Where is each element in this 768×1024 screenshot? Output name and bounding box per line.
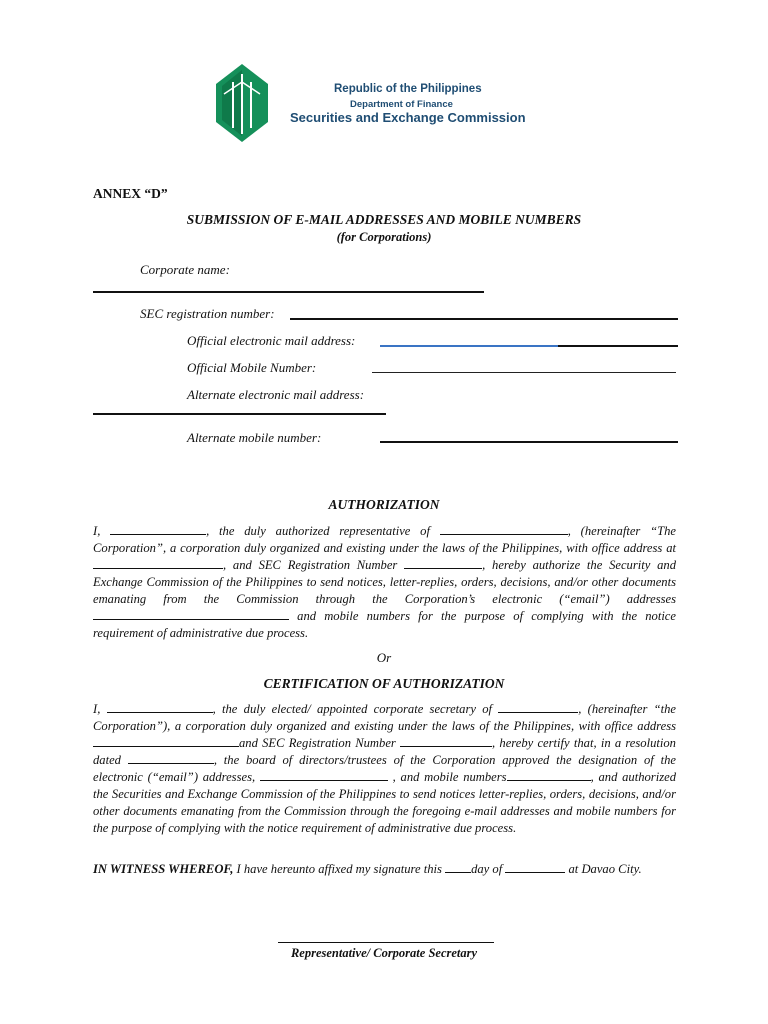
witness-paragraph: IN WITNESS WHEREOF, I have hereunto affixed my signature this day of at Davao City. bbox=[93, 862, 642, 876]
representative-name-blank[interactable] bbox=[110, 523, 206, 535]
agency-line-department: Department of Finance bbox=[350, 99, 453, 110]
official-email-label: Official electronic mail address: bbox=[187, 333, 356, 348]
form-subtitle: (for Corporations) bbox=[336, 230, 432, 244]
alternate-email-label: Alternate electronic mail address: bbox=[187, 387, 365, 402]
secretary-name-blank[interactable] bbox=[107, 701, 213, 713]
agency-line-republic: Republic of the Philippines bbox=[334, 83, 482, 95]
annex-label: ANNEX “D” bbox=[93, 186, 168, 201]
corporate-name-field[interactable] bbox=[93, 291, 484, 293]
office-address-blank-2[interactable] bbox=[93, 735, 239, 747]
or-separator: Or bbox=[376, 650, 392, 665]
mobile-numbers-blank[interactable] bbox=[507, 769, 591, 781]
form-title: SUBMISSION OF E-MAIL ADDRESSES AND MOBILE NUMBERS bbox=[186, 212, 582, 227]
certification-paragraph: I, , the duly elected/ appointed corporate secretary of , (hereinafter “the Corporation”), a corporation duly organized and existing under the laws of the Philippines, with office addressand SEC Registration Number , hereby certify that, in a resolution dated , the board of directors/trustees of the Corporation approved the designation of the electronic (“email”) addresses, , and mobile numbers , and authorized the Securities and Exchange Commission of the Philippines to send notices letter-replies, orders, decisions, and/or other documents emanating from the Commission through the foregoing e-mail addresses and mobile numbers for the purpose of complying with the notice requirement of administrative due process. bbox=[93, 702, 677, 835]
authorization-paragraph: I, , the duly authorized representative of , (hereinafter “The Corporation”, a corporation duly organized and existing under the laws of the Philippines, with office address at , and SEC Registration Number , hereby authorize the Security and Exchange Commission of the Philippines to send notices, letter-replies, orders, decisions, and/or other documents emanating from the Commission through the Corporation’s electronic (“email”) addresses and mobile numbers for the purpose of complying with the notice requirement of administrative due process. bbox=[93, 524, 676, 640]
official-email-field-end bbox=[558, 345, 678, 347]
email-addresses-blank-2[interactable] bbox=[260, 769, 388, 781]
alternate-email-field[interactable] bbox=[93, 413, 386, 415]
day-blank[interactable] bbox=[445, 861, 471, 873]
corporate-name-label: Corporate name: bbox=[140, 262, 230, 277]
official-mobile-label: Official Mobile Number: bbox=[187, 360, 317, 375]
corporation-name-blank-2[interactable] bbox=[498, 701, 578, 713]
official-mobile-field[interactable] bbox=[372, 372, 676, 373]
month-blank[interactable] bbox=[505, 861, 565, 873]
sec-logo-icon bbox=[216, 64, 268, 142]
agency-line-commission: Securities and Exchange Commission bbox=[290, 110, 526, 125]
sec-registration-label: SEC registration number: bbox=[140, 306, 275, 321]
resolution-date-blank[interactable] bbox=[128, 752, 214, 764]
corporation-name-blank[interactable] bbox=[440, 523, 568, 535]
authorization-heading: AUTHORIZATION bbox=[328, 497, 440, 512]
official-email-field[interactable] bbox=[380, 345, 558, 347]
sec-number-blank-2[interactable] bbox=[400, 735, 492, 747]
office-address-blank[interactable] bbox=[93, 557, 223, 569]
signature-caption: Representative/ Corporate Secretary bbox=[290, 946, 478, 960]
signature-line[interactable] bbox=[278, 942, 494, 943]
sec-registration-field[interactable] bbox=[290, 318, 678, 320]
sec-number-blank[interactable] bbox=[404, 557, 482, 569]
alternate-mobile-label: Alternate mobile number: bbox=[187, 430, 322, 445]
certification-heading: CERTIFICATION OF AUTHORIZATION bbox=[263, 676, 505, 691]
alternate-mobile-field[interactable] bbox=[380, 441, 678, 443]
email-addresses-blank[interactable] bbox=[93, 608, 289, 620]
